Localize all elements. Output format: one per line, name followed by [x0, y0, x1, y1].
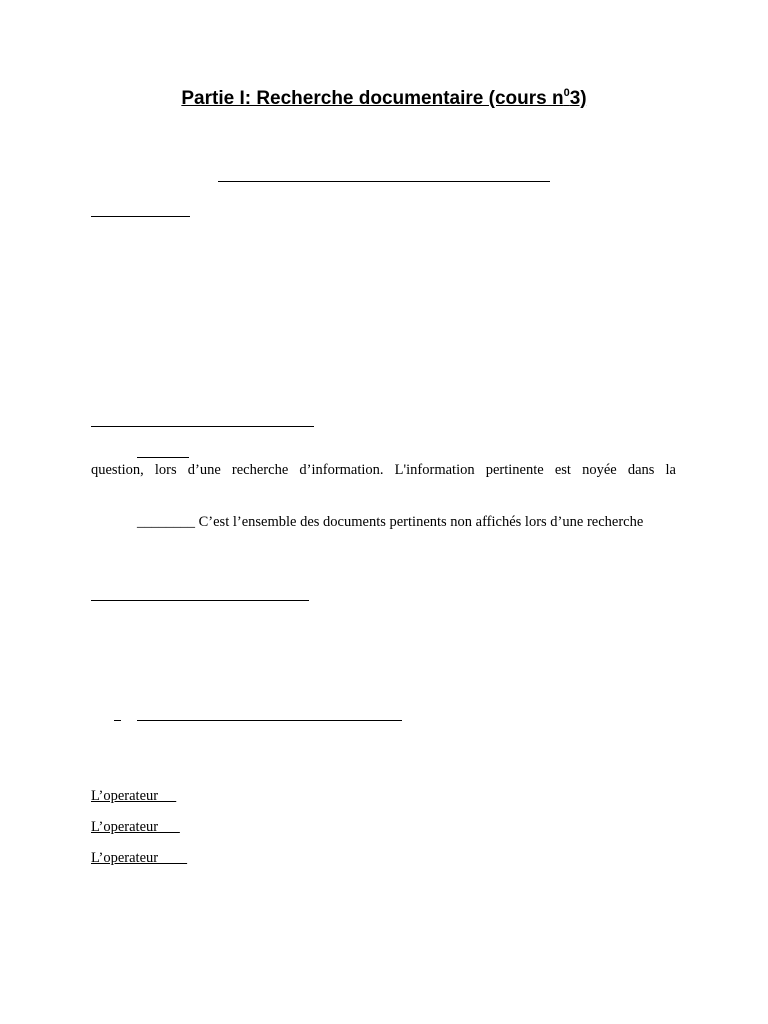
- paragraph-line-2: [137, 513, 643, 531]
- paragraph-line-1: question, lors d’une recherche d’information. L'information pertinente est noyée dans la: [91, 462, 676, 478]
- underline-rule-2: [91, 216, 190, 217]
- paragraph-line-2-text: C’est l’ensemble des documents pertinents non affichés lors d’une recherche: [195, 514, 644, 530]
- operator-line-1: L’operateur: [91, 788, 177, 804]
- operator-line-2: L’operateur: [91, 819, 180, 835]
- underline-rule-3: [91, 426, 314, 427]
- list-dash-rule: [114, 720, 121, 721]
- page-title-superscript: 0: [563, 86, 570, 99]
- paragraph-line-2-blank: ________: [137, 514, 195, 530]
- underline-rule-5: [91, 600, 309, 601]
- underline-rule-1: [218, 181, 550, 182]
- page-title-main: Partie I: Recherche documentaire (cours n: [181, 88, 564, 109]
- page-title: [0, 86, 768, 112]
- underline-rule-4: [137, 457, 189, 458]
- operator-line-3: L’operateur: [91, 850, 188, 866]
- page-title-end: 3): [569, 88, 587, 109]
- underline-rule-6: [137, 720, 402, 721]
